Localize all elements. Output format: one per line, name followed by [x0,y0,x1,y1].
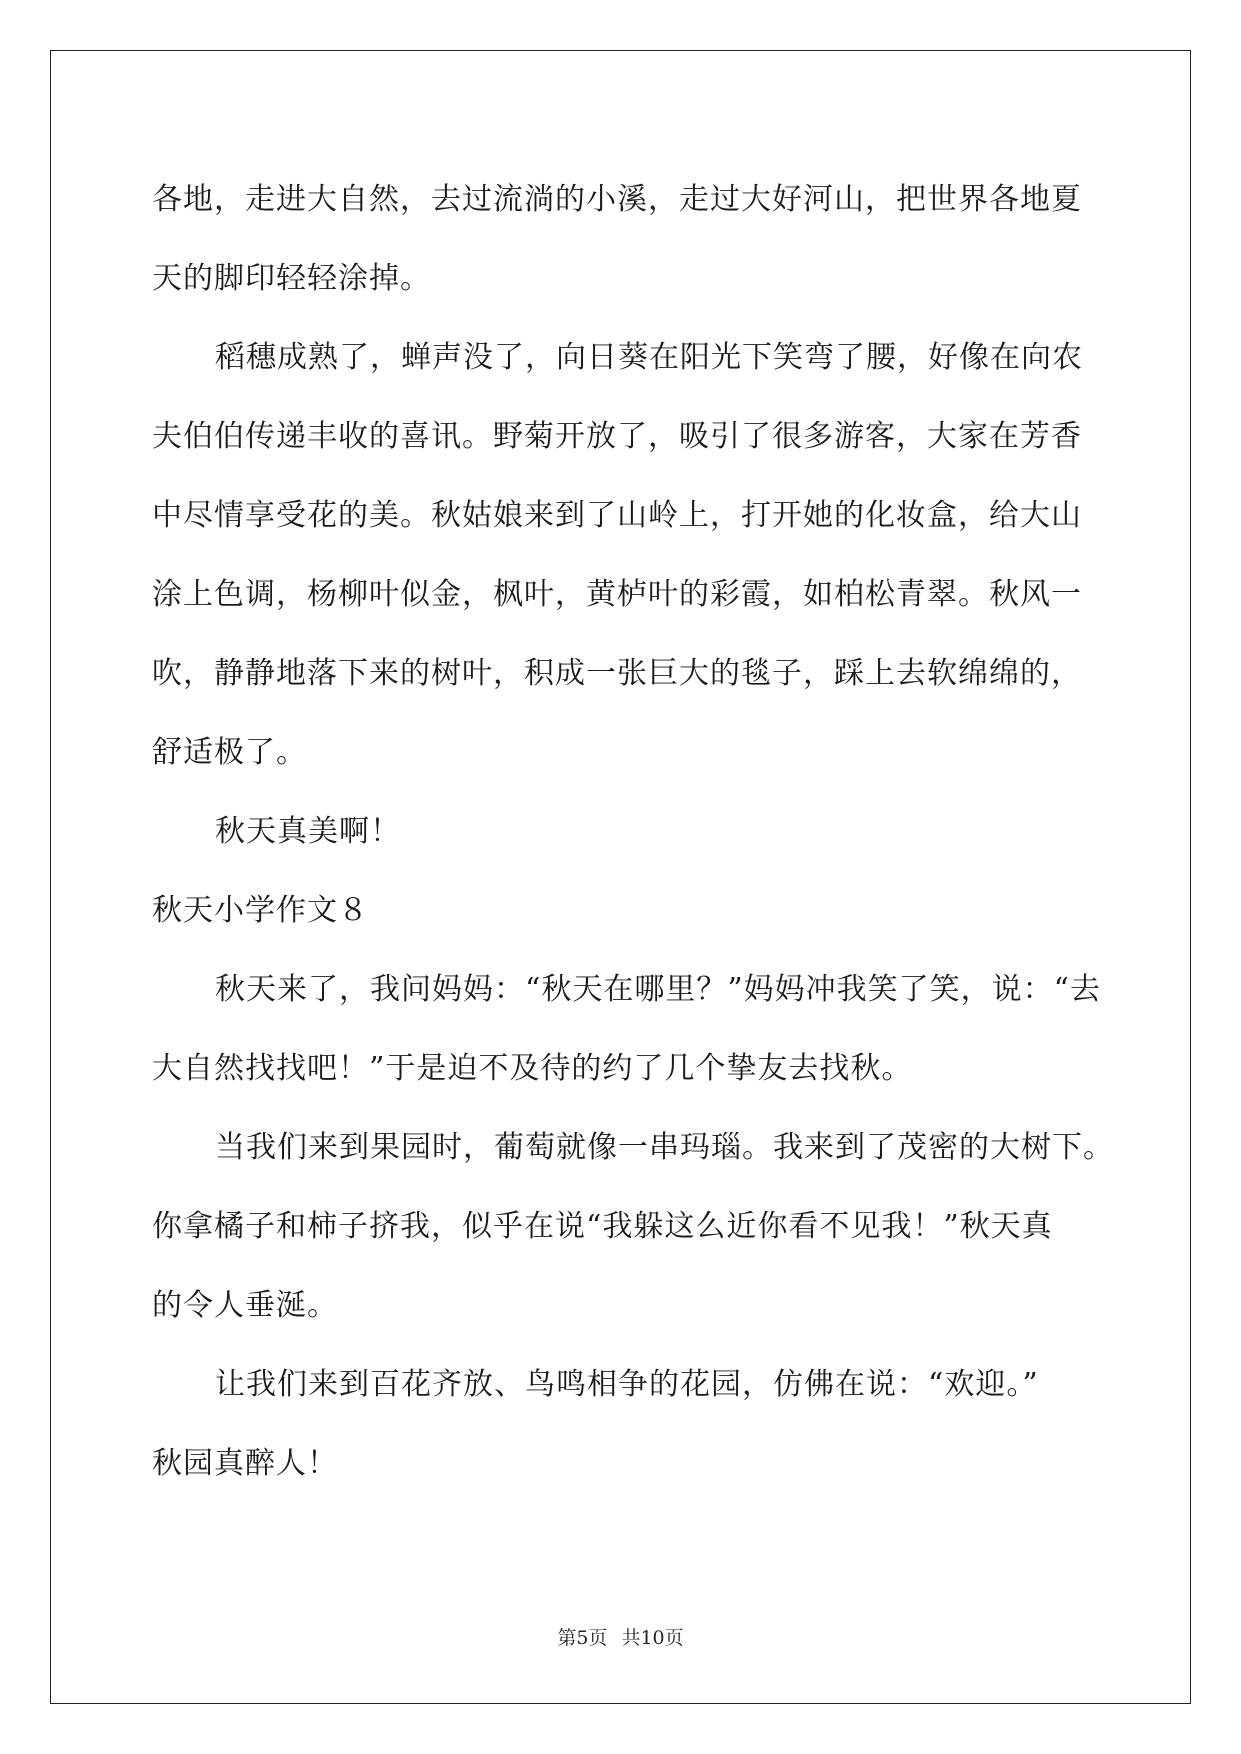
paragraph-start-line: 让我们来到百花齐放、鸟鸣相争的花园，仿佛在说：“欢迎。” [215,1367,1039,1402]
page-number: 第5页 [557,1627,608,1649]
paragraph-start-line: 秋天来了，我问妈妈：“秋天在哪里？”妈妈冲我笑了笑，说：“去 [215,972,1102,1007]
text-line: 涂上色调，杨柳叶似金，枫叶，黄栌叶的彩霞，如柏松青翠。秋风一 [152,577,1082,612]
page-footer [0,1623,1241,1650]
text-line: 各地，走进大自然，去过流淌的小溪，走过大好河山，把世界各地夏 [152,182,1082,217]
text-line: 夫伯伯传递丰收的喜讯。野菊开放了，吸引了很多游客，大家在芳香 [152,419,1082,454]
text-line: 中尽情享受花的美。秋姑娘来到了山岭上，打开她的化妆盒，给大山 [152,498,1082,533]
text-line: 秋园真醉人！ [152,1446,338,1481]
paragraph-start-line: 稻穗成熟了，蝉声没了，向日葵在阳光下笑弯了腰，好像在向农 [215,340,1083,375]
text-line: 吹，静静地落下来的树叶，积成一张巨大的毯子，踩上去软绵绵的， [152,656,1082,691]
paragraph-start-line: 当我们来到果园时，葡萄就像一串玛瑙。我来到了茂密的大树下。 [215,1130,1114,1165]
section-heading: 秋天小学作文８ [152,893,369,928]
text-line: 你拿橘子和柿子挤我，似乎在说“我躲这么近你看不见我！”秋天真 [152,1209,1053,1244]
text-line: 舒适极了。 [152,735,307,770]
text-line: 天的脚印轻轻涂掉。 [152,261,431,296]
document-body [152,160,1114,1503]
page-total: 共10页 [621,1627,684,1649]
text-line: 的令人垂涎。 [152,1288,338,1323]
paragraph-start-line: 秋天真美啊！ [215,814,401,849]
text-line: 大自然找找吧！”于是迫不及待的约了几个挚友去找秋。 [152,1051,913,1086]
